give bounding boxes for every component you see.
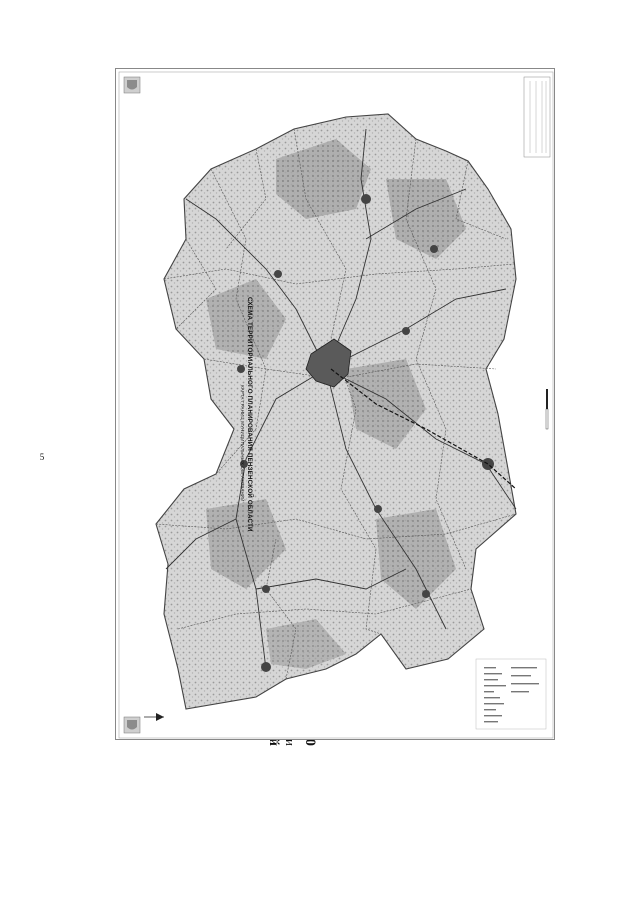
map-sheet bbox=[115, 68, 555, 740]
region-map bbox=[116, 69, 556, 741]
page-number: 5 bbox=[39, 452, 45, 462]
map-title: СХЕМА ТЕРРИТОРИАЛЬНОГО ПЛАНИРОВАНИЯ ПЕНЗЕНСКОЙ ОБЛАСТИ bbox=[246, 297, 253, 532]
north-arrow bbox=[144, 713, 164, 721]
map-subtitle: КАРТА ГРАНИЦ МУНИЦИПАЛЬНЫХ ОБРАЗОВАНИЙ bbox=[240, 385, 245, 502]
coat-of-arms-bottom bbox=[124, 717, 140, 733]
map-legend bbox=[476, 659, 546, 729]
scale-bar bbox=[546, 389, 548, 429]
coat-of-arms-top bbox=[124, 77, 140, 93]
title-block bbox=[524, 77, 550, 157]
